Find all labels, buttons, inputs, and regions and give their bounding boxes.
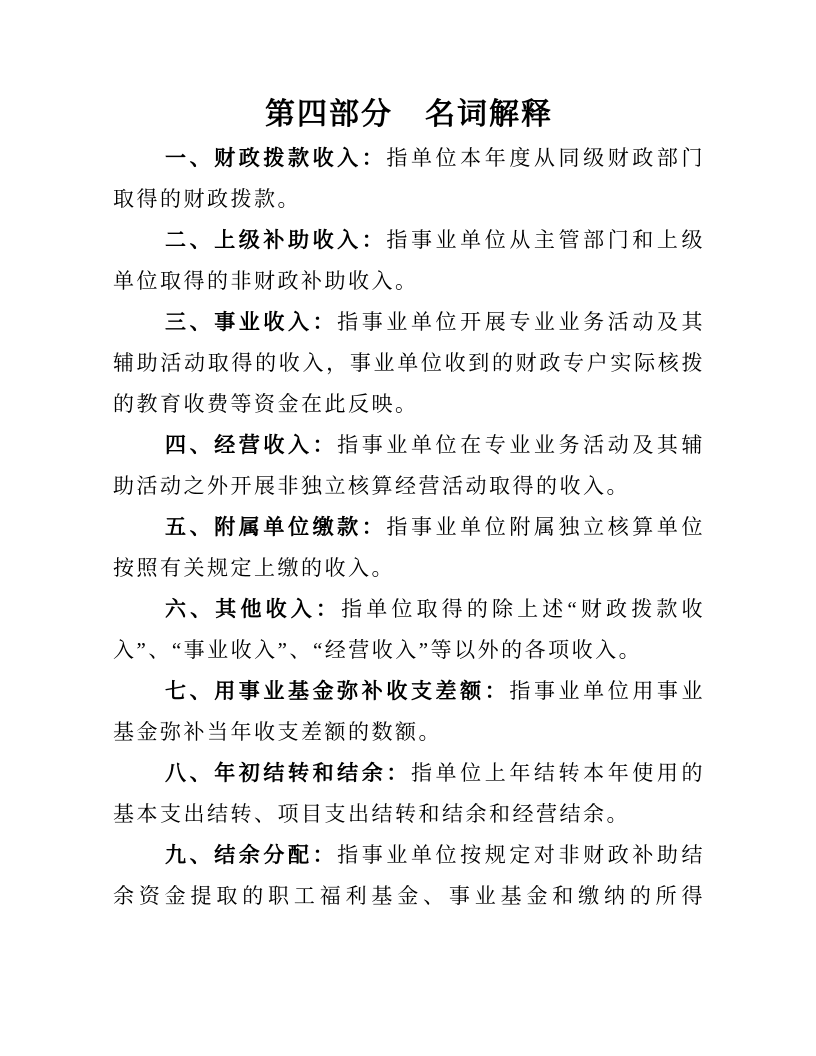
term-paragraph-5 [113, 507, 705, 589]
term-paragraph-1 [113, 138, 705, 220]
term-paragraph-4 [113, 425, 705, 507]
term-paragraph-2 [113, 220, 705, 302]
term-paragraph-8 [113, 753, 705, 835]
term-label: 七、用事业基金弥补收支差额： [165, 680, 510, 703]
term-definition: 指事业单位开展专业业务活动及其辅助活动取得的收入，事业单位收到的财政专户实际核拨的教育收费等资金在此反映。 [113, 310, 706, 416]
term-label: 六、其他收入： [165, 598, 342, 621]
term-paragraph-3 [113, 302, 705, 425]
page-title: 第四部分 名词解释 [265, 98, 553, 131]
term-paragraph-7 [113, 671, 705, 753]
term-definition: 指事业单位从主管部门和上级单位取得的非财政补助收入。 [113, 228, 706, 293]
term-label: 一、财政拨款收入： [165, 147, 387, 170]
term-definition: 指单位取得的除上述“财政拨款收入”、“事业收入”、“经营收入”等以外的各项收入。 [113, 597, 705, 662]
term-definition: 指单位本年度从同级财政部门取得的财政拨款。 [113, 146, 706, 211]
term-label: 八、年初结转和结余： [165, 762, 411, 785]
term-label: 二、上级补助收入： [165, 229, 387, 252]
term-definition: 指事业单位附属独立核算单位按照有关规定上缴的收入。 [113, 515, 706, 580]
term-definition: 指事业单位在专业业务活动及其辅助活动之外开展非独立核算经营活动取得的收入。 [113, 433, 706, 498]
term-label: 九、结余分配： [165, 844, 338, 867]
term-label: 三、事业收入： [165, 311, 338, 334]
term-paragraph-6 [113, 589, 705, 671]
term-definition: 指事业单位用事业基金弥补当年收支差额的数额。 [113, 679, 706, 744]
term-definition: 指事业单位按规定对非财政补助结余资金提取的职工福利基金、事业基金和缴纳的所得 [113, 843, 706, 908]
term-paragraph-9 [113, 835, 705, 917]
term-label: 四、经营收入： [165, 434, 338, 457]
term-definition: 指单位上年结转本年使用的基本支出结转、项目支出结转和结余和经营结余。 [113, 761, 705, 826]
document-body [113, 138, 705, 917]
term-label: 五、附属单位缴款： [165, 516, 387, 539]
